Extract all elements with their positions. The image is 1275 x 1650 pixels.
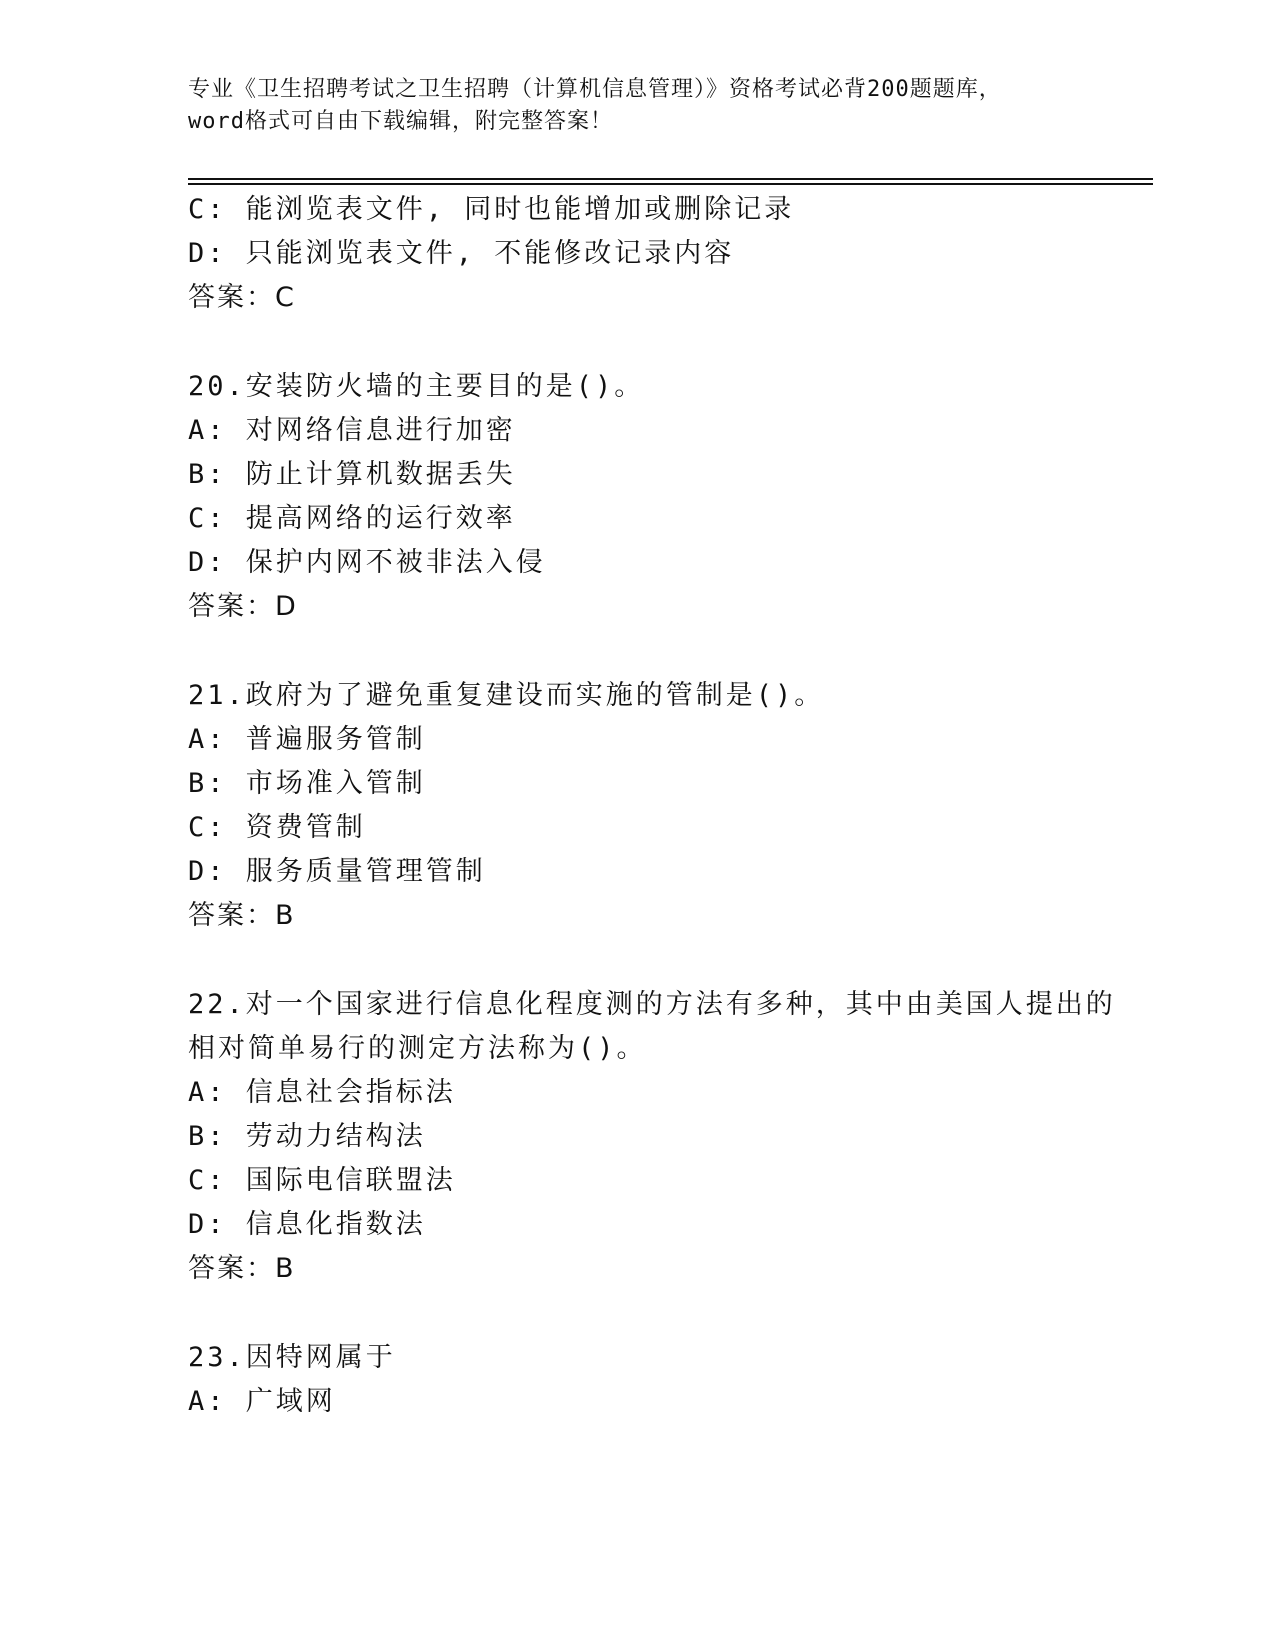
q23-stem: 23.因特网属于 [188,1342,396,1373]
q21-answer: 答案：B [188,900,296,931]
q22-option-b: B: 劳动力结构法 [188,1121,426,1152]
q19-option-c: C: 能浏览表文件, 同时也能增加或删除记录 [188,194,795,225]
q19-option-d: D: 只能浏览表文件, 不能修改记录内容 [188,238,735,269]
q22-option-d: D: 信息化指数法 [188,1209,426,1240]
q19-answer: 答案：C [188,282,296,313]
q21-stem: 21.政府为了避免重复建设而实施的管制是()。 [188,680,825,711]
header-line-2: word格式可自由下载编辑，附完整答案！ [188,109,613,134]
document-header [188,74,1088,138]
header-divider-bottom [188,183,1153,185]
q20-stem: 20.安装防火墙的主要目的是()。 [188,371,645,402]
header-line-1: 专业《卫生招聘考试之卫生招聘（计算机信息管理）》资格考试必背200题题库， [188,77,1002,102]
q23-option-a: A: 广域网 [188,1386,336,1417]
q21-option-d: D: 服务质量管理管制 [188,856,486,887]
q20-option-a: A: 对网络信息进行加密 [188,415,516,446]
header-divider-top [188,178,1153,180]
q20-option-b: B: 防止计算机数据丢失 [188,459,516,490]
q21-option-b: B: 市场准入管制 [188,768,426,799]
q20-option-c: C: 提高网络的运行效率 [188,503,516,534]
q20-option-d: D: 保护内网不被非法入侵 [188,547,546,578]
q22-stem-line-2: 相对简单易行的测定方法称为()。 [188,1033,647,1064]
q21-option-a: A: 普遍服务管制 [188,724,426,755]
q21-option-c: C: 资费管制 [188,812,366,843]
q22-option-c: C: 国际电信联盟法 [188,1165,456,1196]
q22-option-a: A: 信息社会指标法 [188,1077,456,1108]
q22-stem-line-1: 22.对一个国家进行信息化程度测的方法有多种，其中由美国人提出的 [188,989,1116,1020]
q22-answer: 答案：B [188,1253,296,1284]
q20-answer: 答案：D [188,591,298,622]
